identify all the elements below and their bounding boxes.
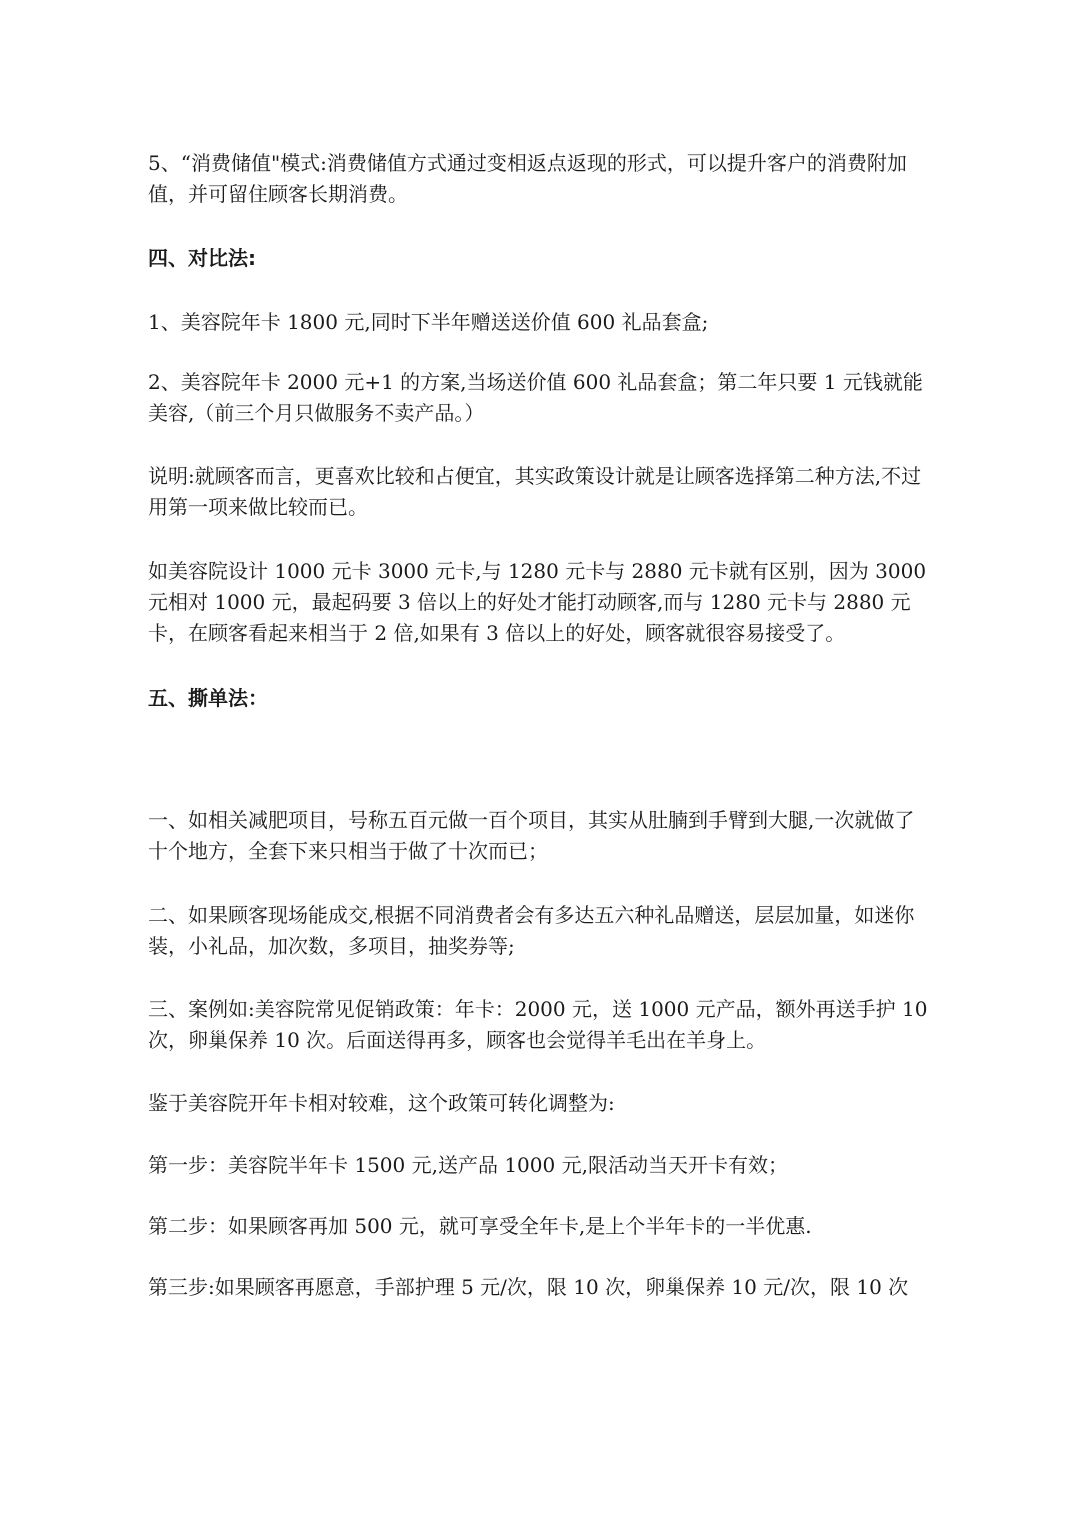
paragraph-comparison-1: 1、美容院年卡 1800 元,同时下半年赠送送价值 600 礼品套盒; — [148, 310, 709, 334]
section-heading-tear-order: 五、撕单法： — [148, 686, 268, 710]
section-heading-comparison: 四、对比法: — [148, 246, 256, 270]
paragraph-step-2: 第二步：如果顾客再加 500 元，就可享受全年卡,是上个半年卡的一半优惠. — [148, 1214, 812, 1238]
paragraph-tear-2: 二、如果顾客现场能成交,根据不同消费者会有多达五六种礼品赠送，层层加量，如迷你装，小礼品，加次数，多项目，抽奖券等; — [148, 903, 915, 958]
paragraph-item-5-stored-value: 5、“消费储值"模式:消费储值方式通过变相返点返现的形式，可以提升客户的消费附加值，并可留住顾客长期消费。 — [148, 151, 907, 206]
paragraph-tear-1: 一、如相关减肥项目，号称五百元做一百个项目，其实从肚腩到手臂到大腿,一次就做了十个地方，全套下来只相当于做了十次而已； — [148, 808, 915, 863]
paragraph-adjustment-intro: 鉴于美容院开年卡相对较难，这个政策可转化调整为: — [148, 1091, 615, 1115]
paragraph-explanation: 说明:就顾客而言，更喜欢比较和占便宜，其实政策设计就是让顾客选择第二种方法,不过用第一项来做比较而已。 — [148, 464, 922, 519]
paragraph-step-3: 第三步:如果顾客再愿意，手部护理 5 元/次，限 10 次，卵巢保养 10 元/次，限 10 次 — [148, 1275, 909, 1299]
paragraph-card-example: 如美容院设计 1000 元卡 3000 元卡,与 1280 元卡与 2880 元卡就有区别，因为 3000 元相对 1000 元，最起码要 3 倍以上的好处才能打动顾客,而与 1280 元卡与 2880 元卡，在顾客看起来相当于 2 倍,如果有 3 倍以上的好处，顾客就很容易接受了。 — [148, 559, 933, 645]
paragraph-tear-3: 三、案例如:美容院常见促销政策：年卡：2000 元，送 1000 元产品，额外再送手护 10 次，卵巢保养 10 次。后面送得再多，顾客也会觉得羊毛出在羊身上。 — [148, 997, 934, 1052]
paragraph-step-1: 第一步：美容院半年卡 1500 元,送产品 1000 元,限活动当天开卡有效； — [148, 1153, 788, 1177]
paragraph-comparison-2: 2、美容院年卡 2000 元+1 的方案,当场送价值 600 礼品套盒；第二年只要 1 元钱就能美容,（前三个月只做服务不卖产品。） — [148, 370, 923, 425]
